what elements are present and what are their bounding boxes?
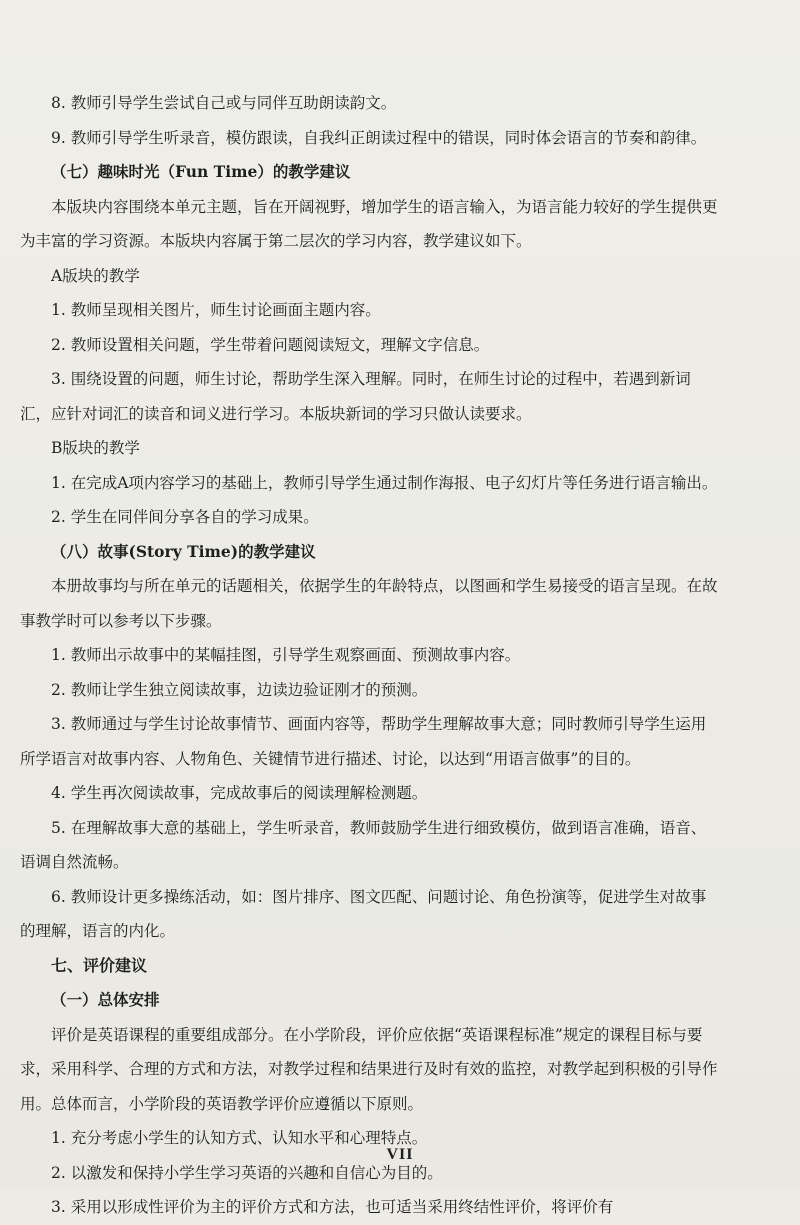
page-body <box>20 86 720 1225</box>
body-paragraph: 1. 教师出示故事中的某幅挂图，引导学生观察画面、预测故事内容。 <box>51 646 521 664</box>
body-paragraph: A版块的教学 <box>51 266 140 285</box>
body-paragraph: 3. 采用以形成性评价为主的评价方式和方法，也可适当采用终结性评价，将评价有 <box>51 1198 614 1216</box>
body-paragraph: 3. 教师通过与学生讨论故事情节、画面内容等，帮助学生理解故事大意；同时教师引导学生运用所学语言对故事内容、人物角色、关键情节进行描述、讨论，以达到“用语言做事”的目的。 <box>20 715 707 768</box>
body-paragraph: 4. 学生再次阅读故事，完成故事后的阅读理解检测题。 <box>51 784 428 802</box>
section-heading: （一）总体安排 <box>51 990 160 1009</box>
body-paragraph: 5. 在理解故事大意的基础上，学生听录音，教师鼓励学生进行细致模仿，做到语言准确，语音、语调自然流畅。 <box>20 818 707 871</box>
body-paragraph: 评价是英语课程的重要组成部分。在小学阶段，评价应依据“英语课程标准”规定的课程目标与要求，采用科学、合理的方式和方法，对教学过程和结果进行及时有效的监控，对教学起到积极的引导作用。总体而言，小学阶段的英语教学评价应遵循以下原则。 <box>20 1025 718 1113</box>
body-paragraph: 1. 教师呈现相关图片，师生讨论画面主题内容。 <box>51 301 381 319</box>
body-paragraph: 9. 教师引导学生听录音，模仿跟读，自我纠正朗读过程中的错误，同时体会语言的节奏和韵律。 <box>51 128 707 147</box>
body-paragraph: 2. 学生在同伴间分享各自的学习成果。 <box>51 508 319 526</box>
body-paragraph: 本册故事均与所在单元的话题相关，依据学生的年龄特点，以图画和学生易接受的语言呈现。在故事教学时可以参考以下步骤。 <box>20 577 718 630</box>
body-paragraph: 3. 围绕设置的问题，师生讨论，帮助学生深入理解。同时，在师生讨论的过程中，若遇到新词汇，应针对词汇的读音和词义进行学习。本版块新词的学习只做认读要求。 <box>20 370 691 423</box>
body-paragraph: B版块的教学 <box>51 439 140 457</box>
body-paragraph: 8. 教师引导学生尝试自己或与同伴互助朗读韵文。 <box>51 94 397 112</box>
page-number: VII <box>386 1146 414 1163</box>
section-heading: （八）故事(Story Time)的教学建议 <box>51 541 316 561</box>
body-paragraph: 6. 教师设计更多操练活动，如：图片排序、图文匹配、问题讨论、角色扮演等，促进学生对故事的理解，语言的内化。 <box>20 887 707 940</box>
body-paragraph: 1. 充分考虑小学生的认知方式、认知水平和心理特点。 <box>51 1129 428 1147</box>
body-paragraph: 1. 在完成A项内容学习的基础上，教师引导学生通过制作海报、电子幻灯片等任务进行语言输出。 <box>51 473 718 492</box>
body-paragraph: 2. 以激发和保持小学生学习英语的兴趣和自信心为目的。 <box>51 1163 443 1182</box>
section-heading: 七、评价建议 <box>51 955 148 975</box>
body-paragraph: 2. 教师设置相关问题，学生带着问题阅读短文，理解文字信息。 <box>51 335 490 354</box>
body-paragraph: 本版块内容围绕本单元主题，旨在开阔视野，增加学生的语言输入，为语言能力较好的学生提供更为丰富的学习资源。本版块内容属于第二层次的学习内容，教学建议如下。 <box>20 197 718 250</box>
section-heading: （七）趣味时光（Fun Time）的教学建议 <box>51 162 351 181</box>
body-paragraph: 2. 教师让学生独立阅读故事，边读边验证刚才的预测。 <box>51 680 428 699</box>
